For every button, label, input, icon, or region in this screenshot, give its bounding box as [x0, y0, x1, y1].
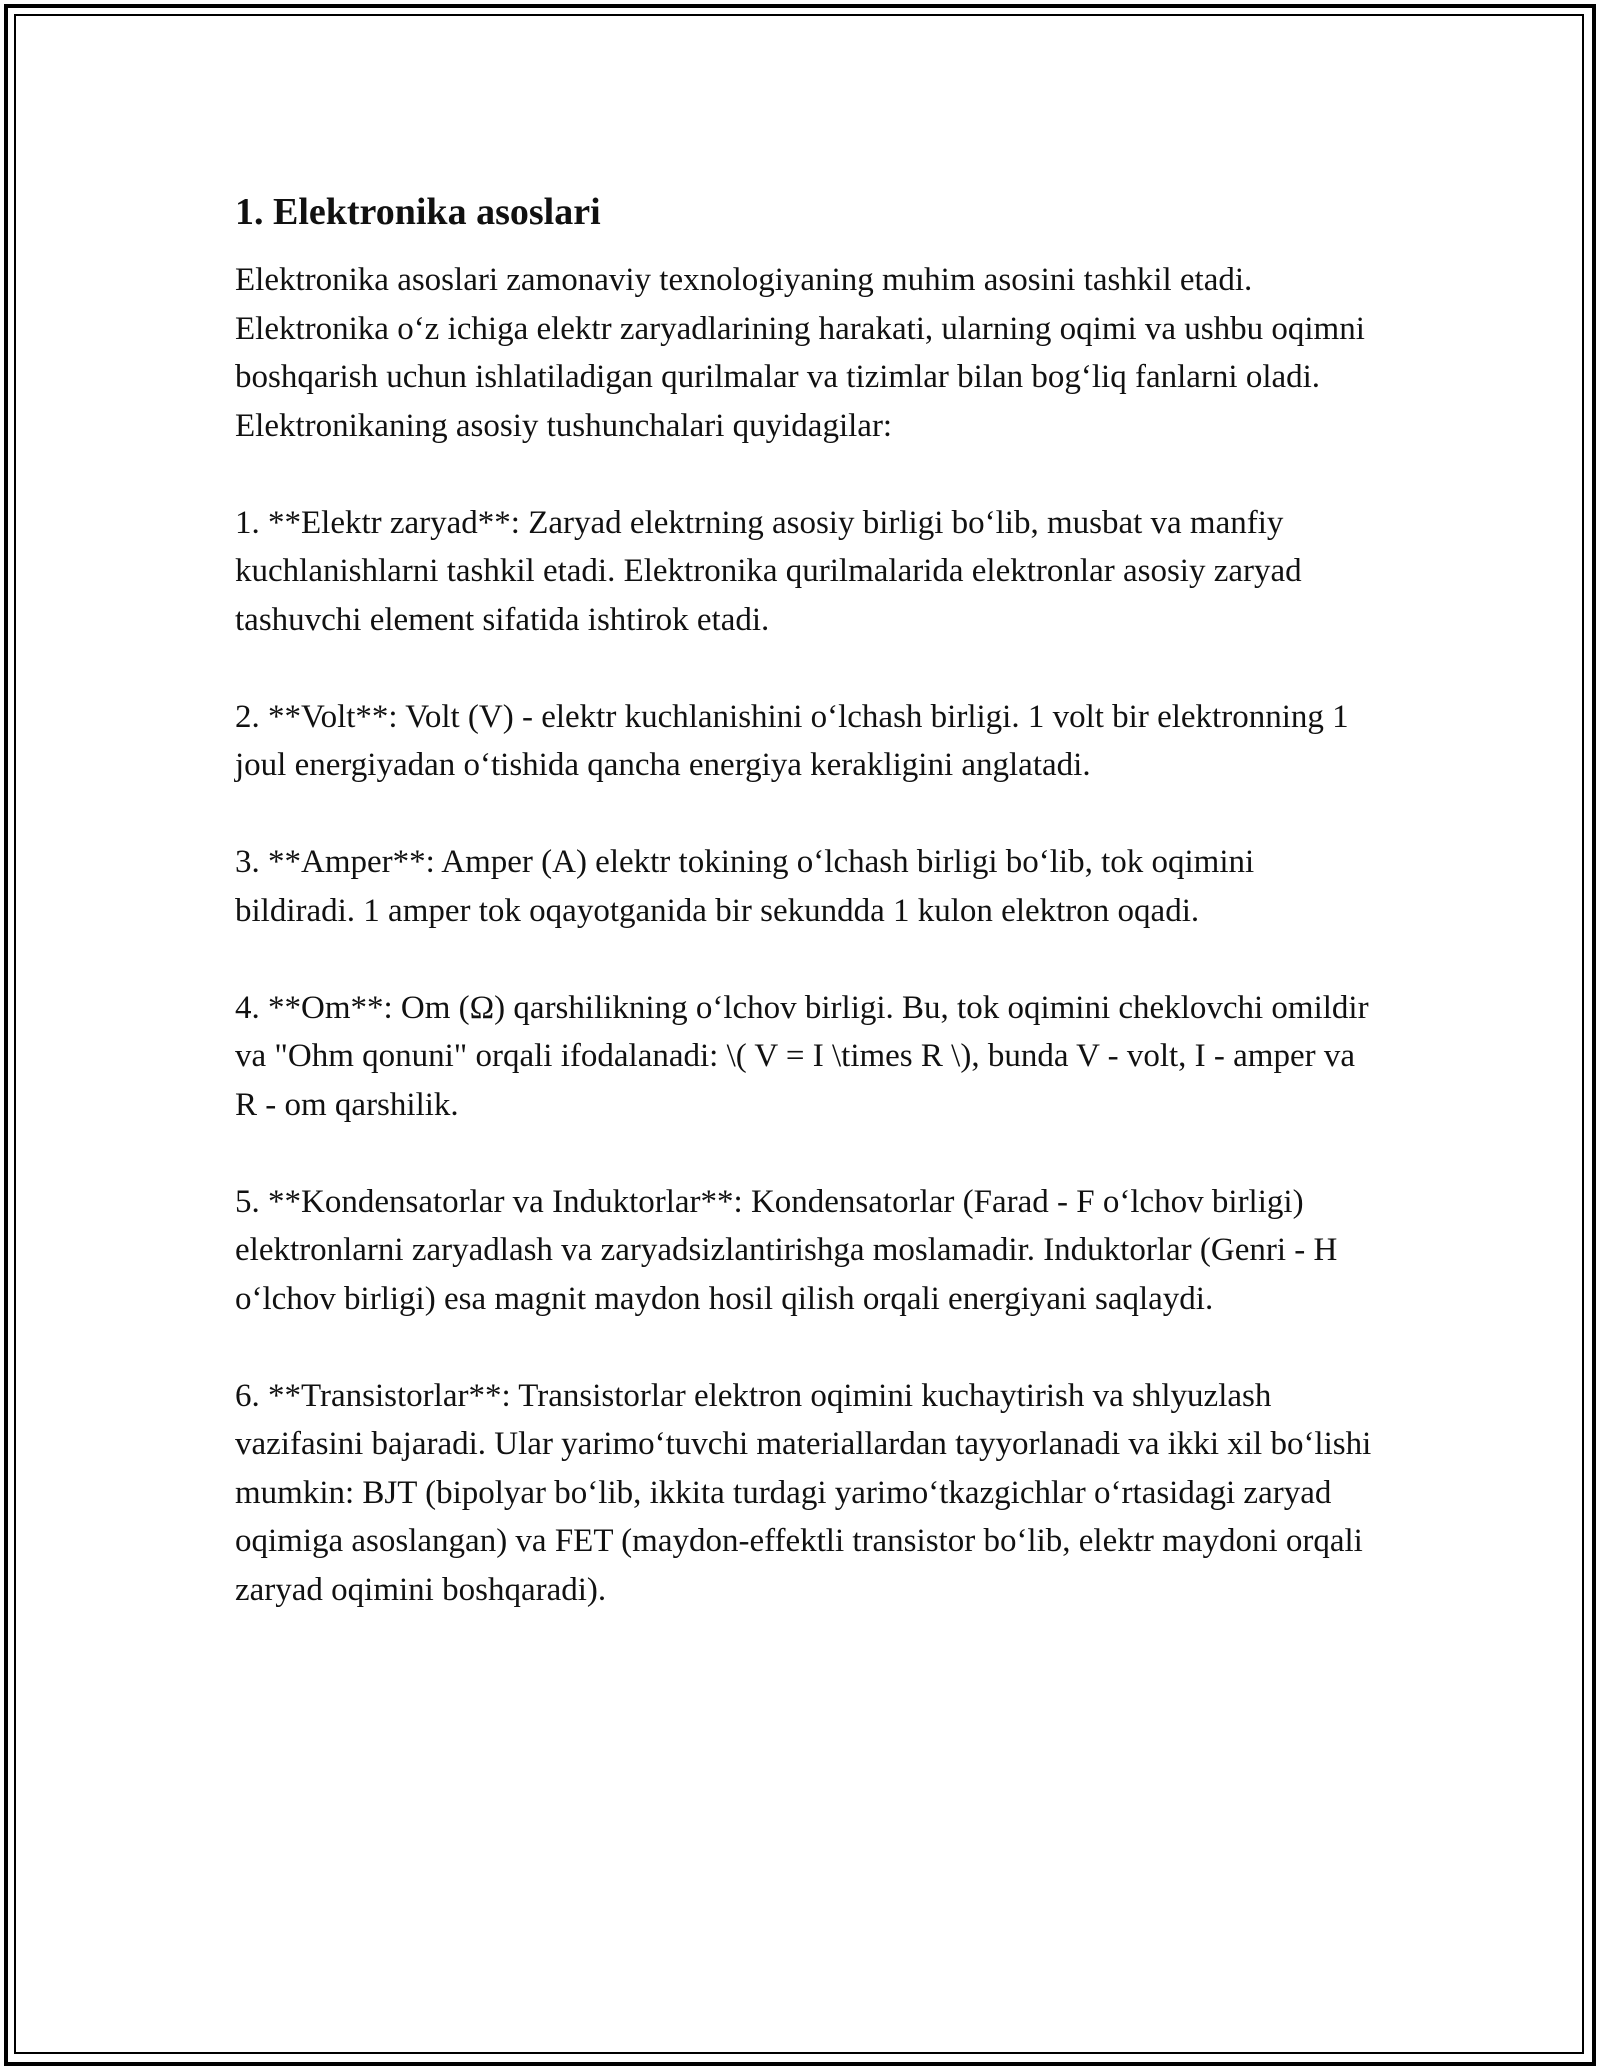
list-item-amper: 3. **Amper**: Amper (A) elektr tokining o‘lchash birligi bo‘lib, tok oqimini bildiradi. 1 amper tok oqayotganida bir sekundda 1 kulon elektron oqadi. — [235, 844, 1255, 929]
list-item-volt: 2. **Volt**: Volt (V) - elektr kuchlanishini o‘lchash birligi. 1 volt bir elektronning 1 joul energiyadan o‘tishida qancha energiya kerakligini anglatadi. — [235, 698, 1349, 783]
list-item-om: 4. **Om**: Om (Ω) qarshilikning o‘lchov birligi. Bu, tok oqimini cheklovchi omildir va "Ohm qonuni" orqali ifodalanadi: \( V = I \times R \), bunda V - volt, I - amper va R - om qarshilik. — [235, 989, 1369, 1123]
list-item-transistorlar: 6. **Transistorlar**: Transistorlar elektron oqimini kuchaytirish va shlyuzlash vazifasini bajaradi. Ular yarimo‘tuvchi materiallardan tayyorlanadi va ikki xil bo‘lishi mumkin: BJT (bipolyar bo‘lib, ikkita turdagi yarimo‘tkazgichlar o‘rtasidagi zaryad oqimiga asoslangan) va FET (maydon-effektli transistor bo‘lib, elektr maydoni orqali zaryad oqimini boshqaradi). — [235, 1377, 1372, 1608]
list-item-kondensatorlar: 5. **Kondensatorlar va Induktorlar**: Kondensatorlar (Farad - F o‘lchov birligi) elektronlarni zaryadlash va zaryadsizlantirishga moslamadir. Induktorlar (Genri - H o‘lchov birligi) esa magnit maydon hosil qilish orqali energiyani saqlaydi. — [235, 1183, 1338, 1317]
document-body — [235, 188, 1375, 1614]
intro-paragraph: Elektronika asoslari zamonaviy texnologiyaning muhim asosini tashkil etadi. Elektronika o‘z ichiga elektr zaryadlarining harakati, ularning oqimi va ushbu oqimni boshqarish uchun ishlatiladigan qurilmalar va tizimlar bilan bog‘liq fanlarni oladi. Elektronikaning asosiy tushunchalari quyidagilar: — [235, 262, 1365, 444]
list-item-elektr-zaryad: 1. **Elektr zaryad**: Zaryad elektrning asosiy birligi bo‘lib, musbat va manfiy kuchlanishlarni tashkil etadi. Elektronika qurilmalarida elektronlar asosiy zaryad tashuvchi element sifatida ishtirok etadi. — [235, 504, 1302, 638]
section-heading: 1. Elektronika asoslari — [235, 191, 601, 233]
